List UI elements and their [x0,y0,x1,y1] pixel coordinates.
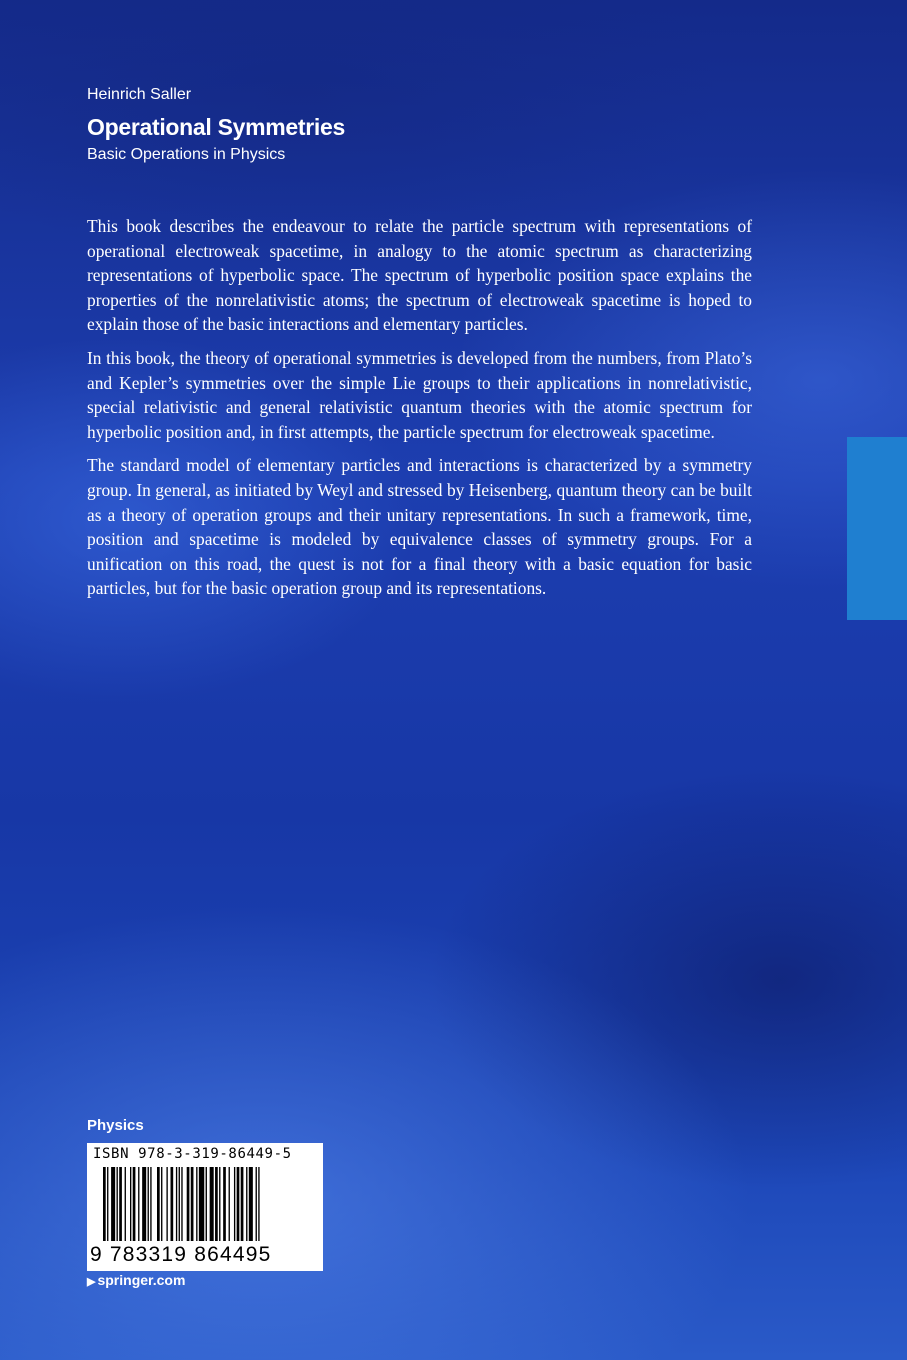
barcode-digits: 9 783319 864495 [90,1243,272,1266]
blurb-paragraph-1: This book describes the endeavour to relate the particle spectrum with representations of operational electroweak spacetime, in analogy to the atomic spectrum as characterizing representations of hyperbolic space. The spectrum of hyperbolic position space explains the properties of the nonrelativistic atoms; the spectrum of electroweak spacetime is hoped to explain those of the basic interactions and elementary particles. [87,216,752,335]
blurb [87,214,752,610]
barcode [87,1143,323,1271]
author-name: Heinrich Saller [87,86,192,103]
category-label: Physics [87,1117,144,1134]
side-color-tab [847,437,907,620]
book-subtitle: Basic Operations in Physics [87,146,286,163]
isbn-label: ISBN 978-3-319-86449-5 [93,1146,292,1162]
publisher-url: springer.com [97,1272,186,1288]
publisher-link[interactable] [87,1272,185,1288]
book-title: Operational Symmetries [87,114,346,140]
blurb-paragraph-3: The standard model of elementary particles and interactions is characterized by a symmetry group. In general, as initiated by Weyl and stressed by Heisenberg, quantum theory can be built as a theory of operation groups and their unitary representations. In such a framework, time, position and spacetime is modeled by equivalence classes of symmetry groups. For a unification on this road, the quest is not for a final theory with a basic equation for basic particles, but for the basic operation group and its representations. [87,455,752,599]
triangle-right-icon: ▶ [87,1276,96,1288]
barcode-bars [103,1167,307,1241]
blurb-paragraph-2: In this book, the theory of operational symmetries is developed from the numbers, from Plato’s and Kepler’s symmetries over the simple Lie groups to their applications in nonrelativistic, special relativistic and general relativistic quantum theories with the atomic spectrum for hyperbolic position and, in first attempts, the particle spectrum for electroweak spacetime. [87,347,752,442]
